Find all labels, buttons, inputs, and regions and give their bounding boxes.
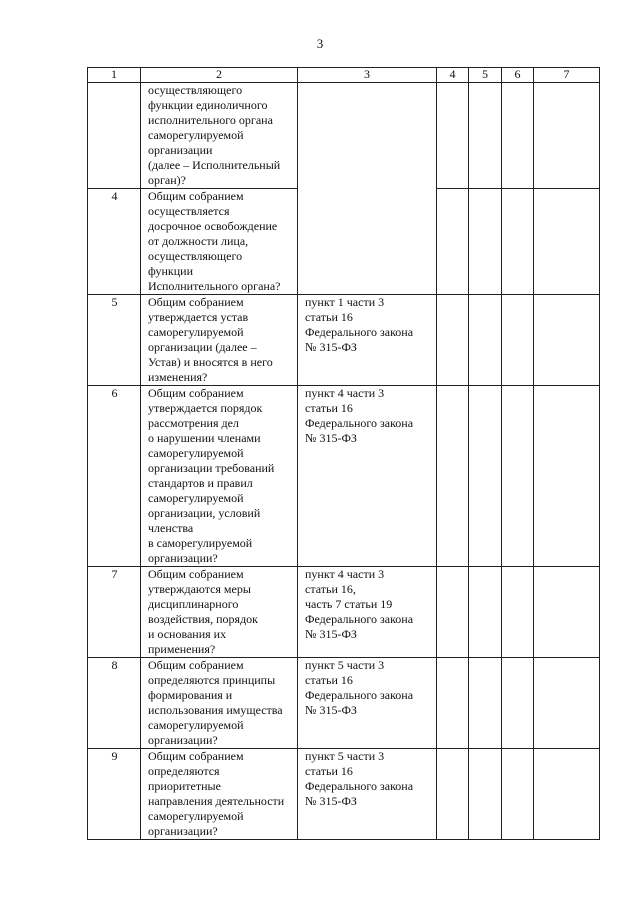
legal-basis: пункт 4 части 3 статьи 16, часть 7 статьи 19 Федерального закона № 315-ФЗ [298, 567, 437, 658]
note-cell [534, 658, 600, 749]
table-row [88, 386, 600, 567]
answer-cell [469, 567, 502, 658]
answer-cell [437, 295, 469, 386]
answer-cell [469, 658, 502, 749]
note-cell [534, 386, 600, 567]
answer-cell [502, 749, 534, 840]
row-number: 9 [88, 749, 141, 840]
header-cell: 2 [141, 68, 298, 83]
row-number [88, 83, 141, 189]
note-cell [534, 189, 600, 295]
answer-cell [469, 295, 502, 386]
question-text: Общим собранием определяются приоритетные направления деятельности саморегулируемой организации? [141, 749, 298, 840]
checklist-table [87, 67, 600, 840]
note-cell [534, 749, 600, 840]
answer-cell [469, 386, 502, 567]
note-cell [534, 567, 600, 658]
row-number: 5 [88, 295, 141, 386]
legal-basis [298, 83, 437, 295]
header-cell: 3 [298, 68, 437, 83]
answer-cell [502, 567, 534, 658]
answer-cell [469, 83, 502, 189]
answer-cell [502, 386, 534, 567]
legal-basis: пункт 5 части 3 статьи 16 Федерального закона № 315-ФЗ [298, 749, 437, 840]
answer-cell [469, 189, 502, 295]
answer-cell [437, 83, 469, 189]
header-cell: 6 [502, 68, 534, 83]
row-number: 4 [88, 189, 141, 295]
legal-basis: пункт 5 части 3 статьи 16 Федерального закона № 315-ФЗ [298, 658, 437, 749]
answer-cell [437, 386, 469, 567]
legal-basis: пункт 4 части 3 статьи 16 Федерального закона № 315-ФЗ [298, 386, 437, 567]
answer-cell [502, 658, 534, 749]
question-text: Общим собранием утверждаются меры дисциплинарного воздействия, порядок и основания их применения? [141, 567, 298, 658]
answer-cell [502, 83, 534, 189]
note-cell [534, 295, 600, 386]
answer-cell [437, 658, 469, 749]
table-row [88, 83, 600, 189]
answer-cell [437, 567, 469, 658]
table-header-row [88, 68, 600, 83]
question-text: Общим собранием осуществляется досрочное освобождение от должности лица, осуществляющего функции Исполнительного органа? [141, 189, 298, 295]
answer-cell [502, 189, 534, 295]
table-row [88, 749, 600, 840]
answer-cell [437, 189, 469, 295]
row-number: 8 [88, 658, 141, 749]
legal-basis: пункт 1 части 3 статьи 16 Федерального закона № 315-ФЗ [298, 295, 437, 386]
row-number: 6 [88, 386, 141, 567]
question-text: Общим собранием определяются принципы формирования и использования имущества саморегулируемой организации? [141, 658, 298, 749]
header-cell: 1 [88, 68, 141, 83]
answer-cell [502, 295, 534, 386]
note-cell [534, 83, 600, 189]
header-cell: 4 [437, 68, 469, 83]
header-cell: 5 [469, 68, 502, 83]
question-text: Общим собранием утверждается устав саморегулируемой организации (далее – Устав) и вносятся в него изменения? [141, 295, 298, 386]
answer-cell [437, 749, 469, 840]
question-text: осуществляющего функции единоличного исполнительного органа саморегулируемой организации (далее – Исполнительный орган)? [141, 83, 298, 189]
question-text: Общим собранием утверждается порядок рассмотрения дел о нарушении членами саморегулируемой организации требований стандартов и правил саморегулируемой организации, условий членства в саморегулируемой организации? [141, 386, 298, 567]
page-number: 3 [316, 36, 324, 51]
row-number: 7 [88, 567, 141, 658]
table-row [88, 295, 600, 386]
table-row [88, 567, 600, 658]
header-cell: 7 [534, 68, 600, 83]
table-row [88, 658, 600, 749]
answer-cell [469, 749, 502, 840]
